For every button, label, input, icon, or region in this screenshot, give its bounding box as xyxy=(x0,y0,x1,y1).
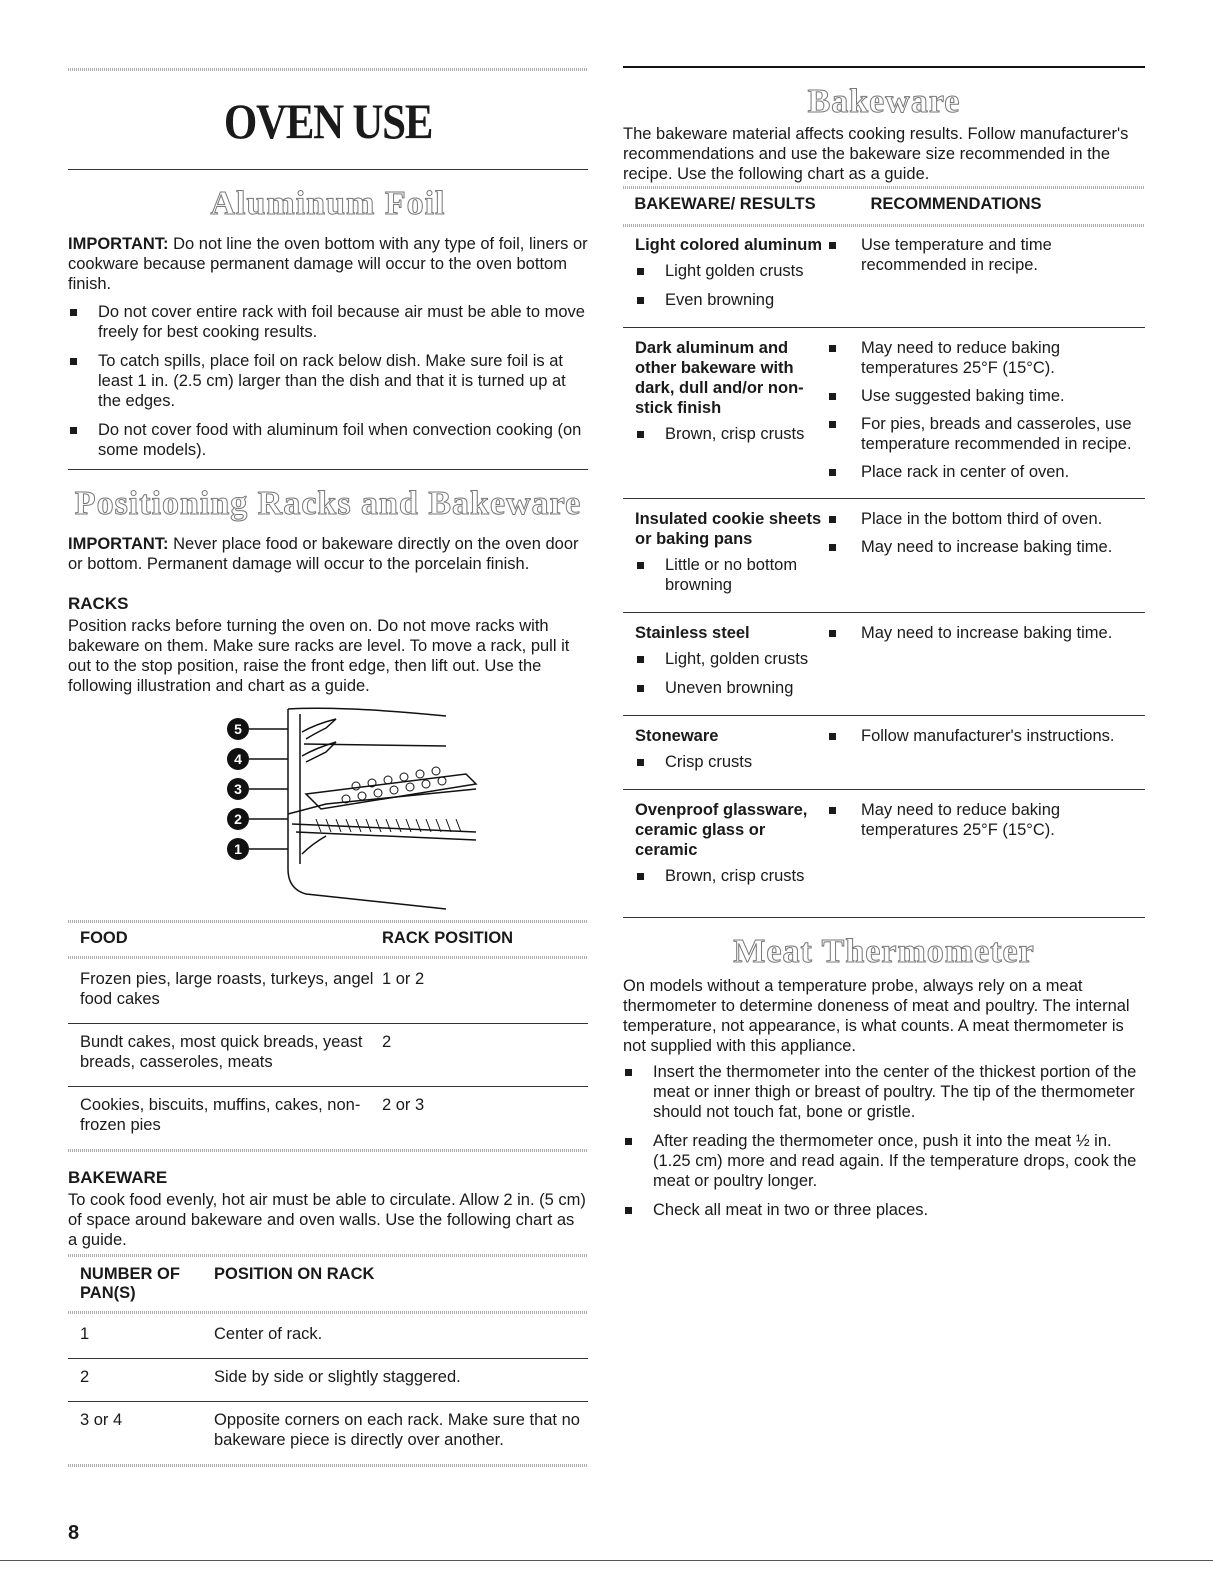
table-header-rule xyxy=(68,1311,588,1314)
bakeware-row xyxy=(623,789,1145,903)
column-header-recommendations: RECOMMENDATIONS xyxy=(870,195,1042,213)
bakeware-cell xyxy=(623,623,827,707)
rack-position-cell: 2 or 3 xyxy=(382,1096,425,1114)
rack-marker-4 xyxy=(227,748,288,770)
recommendations-list xyxy=(827,726,1145,746)
section-rule xyxy=(68,469,588,470)
foil-important xyxy=(68,234,588,294)
top-dotted-rule xyxy=(68,68,588,71)
pan-position-cell: Opposite corners on each rack. Make sure that no bakeware piece is directly over another. xyxy=(214,1411,580,1449)
recommendations-cell xyxy=(827,726,1145,781)
foil-bullet: To catch spills, place foil on rack below dish. Make sure foil is at least 1 in. (2.5 cm) larger than the dish and that it is turned up at the edges. xyxy=(68,351,588,411)
recommendations-cell xyxy=(827,235,1145,319)
recommendation-item: For pies, breads and casseroles, use temperature recommended in recipe. xyxy=(827,414,1145,454)
food-cell: Frozen pies, large roasts, turkeys, angel food cakes xyxy=(80,970,374,1008)
aluminum-foil-title: Aluminum Foil xyxy=(210,185,446,222)
recommendations-cell xyxy=(827,800,1145,895)
pan-table-header xyxy=(68,1257,588,1311)
foil-important-label: IMPORTANT: xyxy=(68,235,169,253)
recommendations-list xyxy=(827,509,1145,557)
table-header-rule xyxy=(68,956,588,959)
bakeware-material: Insulated cookie sheets or baking pans xyxy=(635,510,822,548)
bakeware-material: Dark aluminum and other bakeware with dark, dull and/or non-stick finish xyxy=(635,339,804,417)
recommendations-cell xyxy=(827,623,1145,707)
bakeware-material: Light colored aluminum xyxy=(635,236,823,254)
foil-bullet-list xyxy=(68,302,588,460)
positioning-important-text: Never place food or bakeware directly on the oven door or bottom. Permanent damage will occur to the porcelain finish. xyxy=(68,535,579,573)
recommendation-item: Place in the bottom third of oven. xyxy=(827,509,1145,529)
pan-position-cell: Side by side or slightly staggered. xyxy=(214,1368,461,1386)
result-item: Light golden crusts xyxy=(635,261,827,281)
column-header-rack-position: RACK POSITION xyxy=(382,929,514,947)
pan-count-cell: 2 xyxy=(80,1368,90,1386)
bakeware-intro: The bakeware material affects cooking results. Follow manufacturer's recommendations and use the bakeware size recommended in the recipe. Use the following chart as a guide. xyxy=(623,125,1129,183)
right-column xyxy=(623,60,1145,1229)
rack-position-table xyxy=(68,923,588,956)
rack-position-cell: 1 or 2 xyxy=(382,970,425,988)
pan-position-table xyxy=(68,1257,588,1311)
results-list xyxy=(635,866,827,886)
bakeware-cell xyxy=(623,509,827,604)
thermometer-bullet: Insert the thermometer into the center of the thickest portion of the meat or inner thigh or breast of poultry. The tip of the thermometer should not touch fat, bone or gristle. xyxy=(623,1062,1145,1122)
recommendations-cell xyxy=(827,509,1145,604)
rack-marker-5 xyxy=(227,718,288,740)
bakeware-row xyxy=(623,498,1145,612)
meat-thermometer-intro: On models without a temperature probe, always rely on a meat thermometer to determine doneness of meat and poultry. The internal temperature, not appearance, is what counts. A meat thermometer is not supplied with this appliance. xyxy=(623,977,1130,1055)
food-cell: Cookies, biscuits, muffins, cakes, non-frozen pies xyxy=(80,1096,361,1134)
bakeware-title: Bakeware xyxy=(807,83,961,120)
recommendation-item: May need to reduce baking temperatures 25°F (15°C). xyxy=(827,338,1145,378)
recommendations-list xyxy=(827,800,1145,840)
positioning-title: Positioning Racks and Bakeware xyxy=(74,485,582,522)
table-row xyxy=(68,959,588,1024)
results-list xyxy=(635,424,827,444)
result-item: Light, golden crusts xyxy=(635,649,827,669)
pan-count-cell: 1 xyxy=(80,1325,90,1343)
column-header-number-of-pans: NUMBER OF PAN(S) xyxy=(80,1265,180,1302)
bakeware-cell xyxy=(623,726,827,781)
column-header-position-on-rack: POSITION ON RACK xyxy=(214,1265,375,1283)
bakeware-row xyxy=(623,715,1145,789)
foil-bullet: Do not cover food with aluminum foil when convection cooking (on some models). xyxy=(68,420,588,460)
column-header-bakeware-results: BAKEWARE/ RESULTS xyxy=(634,195,816,213)
recommendations-list xyxy=(827,338,1145,482)
pan-position-table-body xyxy=(68,1314,588,1464)
recommendation-item: Follow manufacturer's instructions. xyxy=(827,726,1145,746)
rack-number-markers xyxy=(227,718,288,860)
results-list xyxy=(635,555,827,595)
bakeware-subheading: BAKEWARE xyxy=(68,1168,168,1187)
bakeware-row xyxy=(623,327,1145,498)
column-header-food: FOOD xyxy=(80,929,128,947)
results-list xyxy=(635,752,827,772)
table-bottom-rule xyxy=(68,1149,588,1152)
table-row xyxy=(68,1314,588,1359)
positioning-important xyxy=(68,534,588,574)
thermometer-bullet: After reading the thermometer once, push it into the meat ½ in. (1.25 cm) more and read again. If the temperature drops, cook the meat or poultry longer. xyxy=(623,1131,1145,1191)
racks-text: Position racks before turning the oven on. Do not move racks with bakeware on them. Make sure racks are level. To move a rack, pull it out to the stop position, raise the front edge, then lift out. Use the following illustration and chart as a guide. xyxy=(68,617,570,695)
rack-number: 1 xyxy=(234,841,242,857)
recommendations-cell xyxy=(827,338,1145,490)
page-title: OVEN USE xyxy=(223,93,433,149)
bakeware-spacing-text: To cook food evenly, hot air must be able to circulate. Allow 2 in. (5 cm) of space around bakeware and oven walls. Use the following chart as a guide. xyxy=(68,1191,586,1249)
section-rule xyxy=(623,917,1145,918)
thermometer-bullet: Check all meat in two or three places. xyxy=(623,1200,1145,1220)
bakeware-row xyxy=(623,612,1145,715)
bakeware-row xyxy=(623,227,1145,327)
bakeware-material: Stoneware xyxy=(635,727,719,745)
rack-number: 2 xyxy=(234,811,242,827)
recommendation-item: May need to increase baking time. xyxy=(827,623,1145,643)
result-item: Brown, crisp crusts xyxy=(635,866,827,886)
rack-table-header xyxy=(68,923,588,956)
rack-number: 5 xyxy=(234,721,242,737)
pan-count-cell: 3 or 4 xyxy=(80,1411,123,1429)
bakeware-cell xyxy=(623,338,827,490)
table-row xyxy=(68,1024,588,1087)
section-rule xyxy=(623,66,1145,68)
page-number: 8 xyxy=(68,1522,80,1544)
rack-number: 4 xyxy=(234,751,242,767)
result-item: Little or no bottom browning xyxy=(635,555,827,595)
racks-heading: RACKS xyxy=(68,594,129,613)
bakeware-material: Stainless steel xyxy=(635,624,750,642)
section-rule xyxy=(68,169,588,170)
oven-rack-illustration xyxy=(226,704,526,914)
foil-important-text: Do not line the oven bottom with any type of foil, liners or cookware because permanent damage will occur to the oven bottom finish. xyxy=(68,235,588,293)
foil-bullet: Do not cover entire rack with foil because air must be able to move freely for best cooking results. xyxy=(68,302,588,342)
rack-number: 3 xyxy=(234,781,242,797)
table-top-rule xyxy=(623,186,1145,189)
rack-position-table-body xyxy=(68,959,588,1149)
recommendations-list xyxy=(827,235,1145,275)
bakeware-table-header xyxy=(623,189,1145,224)
table-row xyxy=(68,1087,588,1150)
result-item: Even browning xyxy=(635,290,827,310)
table-row xyxy=(68,1402,588,1465)
table-bottom-rule xyxy=(68,1464,588,1467)
recommendation-item: Place rack in center of oven. xyxy=(827,462,1145,482)
recommendations-list xyxy=(827,623,1145,643)
rack-marker-2 xyxy=(227,808,288,830)
results-list xyxy=(635,261,827,310)
pan-position-cell: Center of rack. xyxy=(214,1325,323,1343)
table-row xyxy=(68,1359,588,1402)
result-item: Uneven browning xyxy=(635,678,827,698)
left-column xyxy=(68,60,588,1467)
rack-marker-3 xyxy=(227,778,288,800)
bakeware-cell xyxy=(623,800,827,895)
page-bottom-rule xyxy=(0,1560,1213,1561)
meat-thermometer-title: Meat Thermometer xyxy=(733,933,1035,970)
recommendation-item: Use suggested baking time. xyxy=(827,386,1145,406)
result-item: Crisp crusts xyxy=(635,752,827,772)
results-list xyxy=(635,649,827,698)
rack-position-cell: 2 xyxy=(382,1033,392,1051)
table-top-rule xyxy=(68,920,588,923)
food-cell: Bundt cakes, most quick breads, yeast breads, casseroles, meats xyxy=(80,1033,363,1071)
recommendation-item: May need to reduce baking temperatures 25°F (15°C). xyxy=(827,800,1145,840)
rack-marker-1 xyxy=(227,838,288,860)
recommendation-item: Use temperature and time recommended in recipe. xyxy=(827,235,1145,275)
bakeware-material: Ovenproof glassware, ceramic glass or ceramic xyxy=(635,801,808,859)
meat-thermometer-bullets xyxy=(623,1062,1145,1220)
table-header-rule xyxy=(623,224,1145,227)
table-top-rule xyxy=(68,1254,588,1257)
bakeware-cell xyxy=(623,235,827,319)
positioning-important-label: IMPORTANT: xyxy=(68,535,169,553)
recommendation-item: May need to increase baking time. xyxy=(827,537,1145,557)
result-item: Brown, crisp crusts xyxy=(635,424,827,444)
